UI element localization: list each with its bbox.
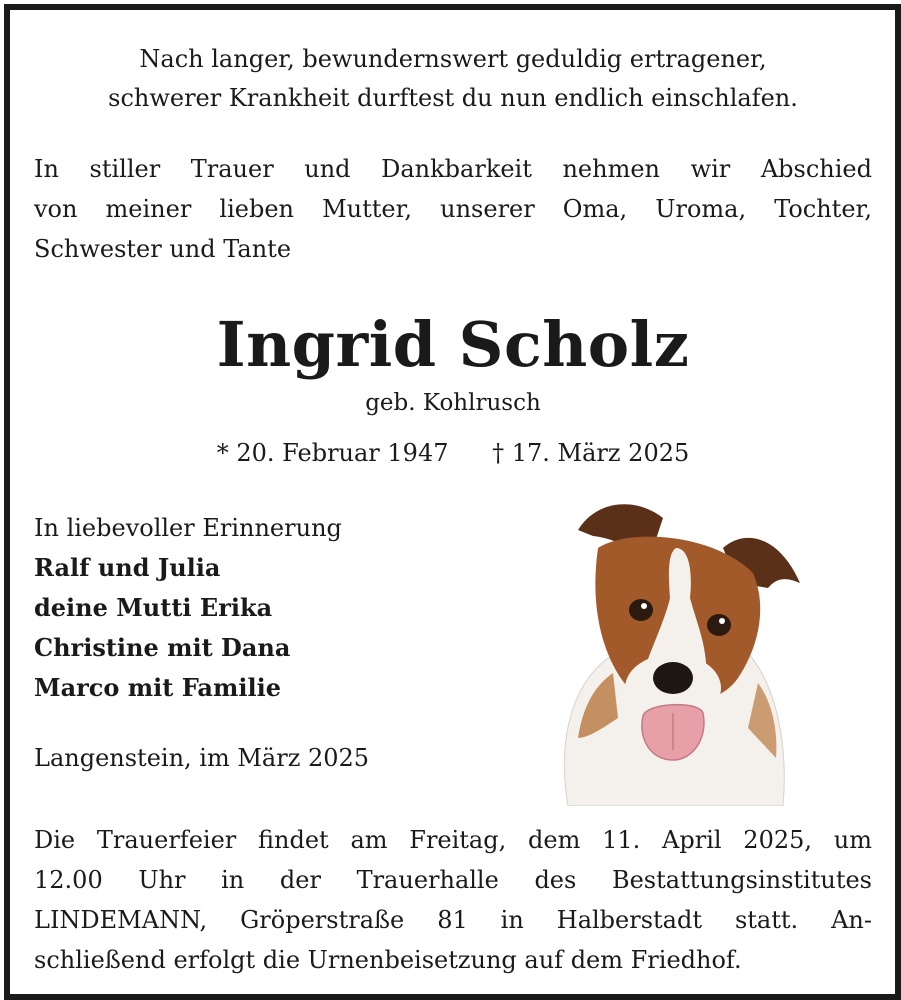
farewell-line-2: von meiner lieben Mutter, unserer Oma, Uroma, Tochter, [34, 195, 872, 223]
death-date: † 17. März 2025 [492, 439, 690, 467]
dog-nose [653, 662, 693, 694]
mourner-3: Christine mit Dana [34, 633, 291, 662]
intro-text [34, 40, 872, 118]
obituary-frame [4, 4, 901, 1000]
deceased-name: Ingrid Scholz [216, 308, 690, 381]
funeral-info [34, 820, 872, 980]
mourner-4: Marco mit Familie [34, 673, 281, 702]
funeral-line-4: schließend erfolgt die Urnenbeisetzung auf dem Friedhof. [34, 946, 742, 974]
dog-eye-left [629, 599, 653, 621]
mourner-1: Ralf und Julia [34, 553, 221, 582]
memory-intro: In liebevoller Erinnerung [34, 514, 342, 542]
farewell-text [34, 149, 872, 269]
life-dates [34, 435, 872, 471]
mourner-2: deine Mutti Erika [34, 593, 273, 622]
funeral-line-2: 12.00 Uhr in der Trauerhalle des Bestattungsinstitutes [34, 866, 872, 894]
dog-eye-right [707, 614, 731, 636]
birth-date: * 20. Februar 1947 [216, 439, 449, 467]
mourners-block [34, 508, 514, 708]
place-date: Langenstein, im März 2025 [34, 744, 370, 772]
intro-line-2: schwerer Krankheit durftest du nun endlich einschlafen. [108, 84, 798, 112]
farewell-line-3: Schwester und Tante [34, 235, 292, 263]
birth-name: geb. Kohlrusch [365, 390, 541, 416]
dog-portrait-icon [538, 488, 808, 806]
farewell-line-1: In stiller Trauer und Dankbarkeit nehmen wir Abschied [34, 155, 872, 183]
intro-line-1: Nach langer, bewundernswert geduldig ertragener, [139, 45, 767, 73]
funeral-line-1: Die Trauerfeier findet am Freitag, dem 11. April 2025, um [34, 826, 872, 854]
funeral-line-3: LINDEMANN, Gröperstraße 81 in Halberstadt statt. An- [34, 906, 872, 934]
